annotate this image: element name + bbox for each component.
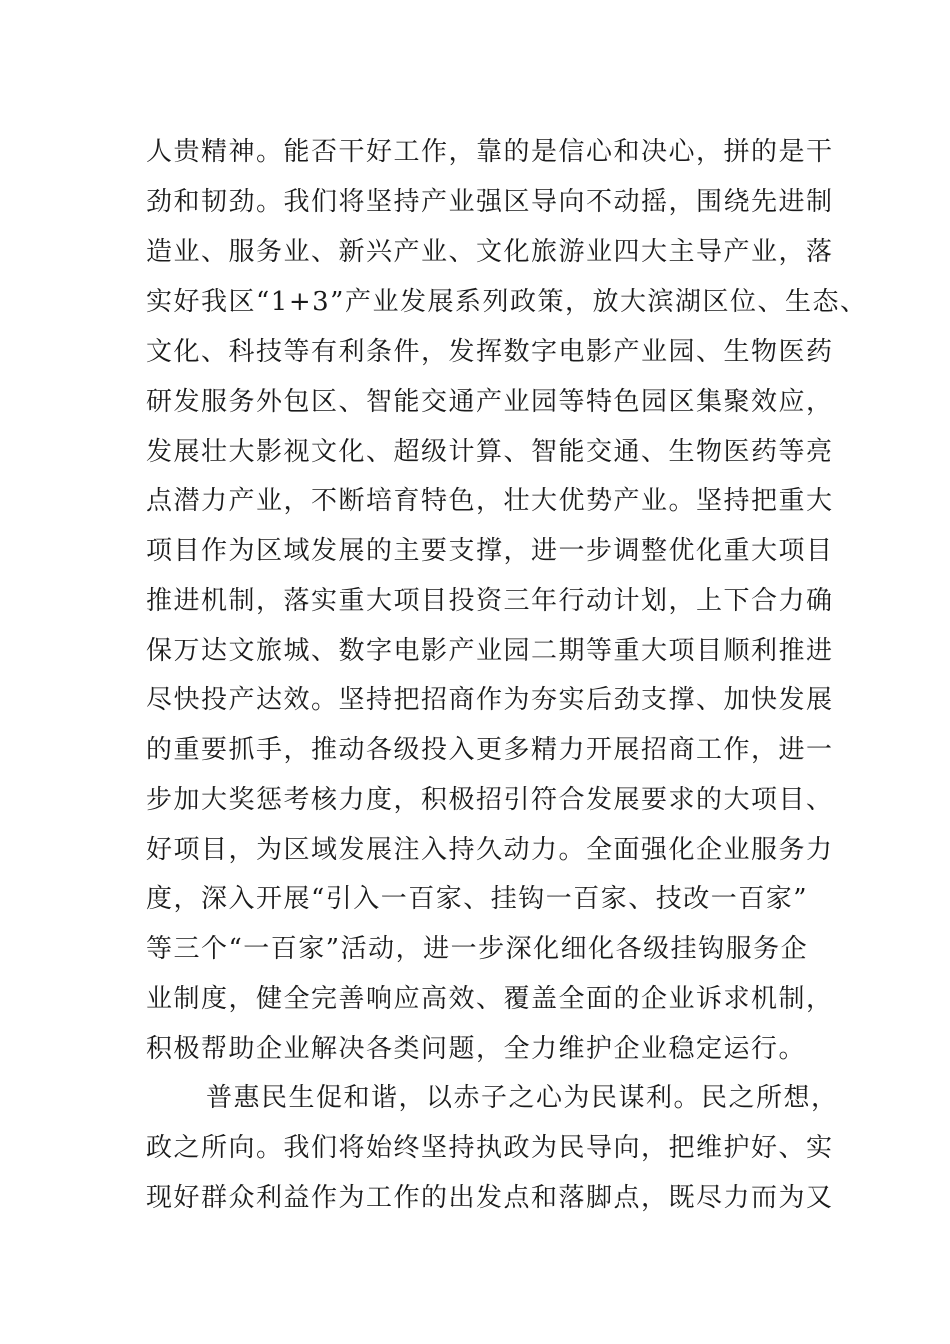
text-line: 人贵精神。能否干好工作，靠的是信心和决心，拼的是干 <box>146 137 834 167</box>
text-line: 造业、服务业、新兴产业、文化旅游业四大主导产业，落 <box>146 237 834 267</box>
text-line: 发展壮大影视文化、超级计算、智能交通、生物医药等亮 <box>146 437 834 467</box>
text-line: 步加大奖惩考核力度，积极招引符合发展要求的大项目、 <box>146 785 834 815</box>
text-line: 积极帮助企业解决各类问题，全力维护企业稳定运行。 <box>146 1034 807 1064</box>
text-line: 度，深入开展“引入一百家、挂钩一百家、技改一百家” <box>146 884 809 914</box>
text-line: 业制度，健全完善响应高效、覆盖全面的企业诉求机制， <box>146 984 834 1014</box>
text-line: 的重要抓手，推动各级投入更多精力开展招商工作，进一 <box>146 735 834 765</box>
text-line: 现好群众利益作为工作的出发点和落脚点，既尽力而为又 <box>146 1183 834 1213</box>
text-line: 文化、科技等有利条件，发挥数字电影产业园、生物医药 <box>146 337 834 367</box>
paragraph-first-line: 普惠民生促和谐，以赤子之心为民谋利。民之所想， <box>206 1083 839 1113</box>
text-line: 点潜力产业，不断培育特色，壮大优势产业。坚持把重大 <box>146 486 834 516</box>
text-line: 劲和韧劲。我们将坚持产业强区导向不动摇，围绕先进制 <box>146 187 834 217</box>
text-line: 推进机制，落实重大项目投资三年行动计划，上下合力确 <box>146 586 834 616</box>
text-line: 政之所向。我们将始终坚持执政为民导向，把维护好、实 <box>146 1133 834 1163</box>
text-line: 等三个“一百家”活动，进一步深化细化各级挂钩服务企 <box>146 934 809 964</box>
text-line: 好项目，为区域发展注入持久动力。全面强化企业服务力 <box>146 835 834 865</box>
text-line: 研发服务外包区、智能交通产业园等特色园区集聚效应， <box>146 387 834 417</box>
text-line: 项目作为区域发展的主要支撑，进一步调整优化重大项目 <box>146 536 834 566</box>
text-line: 尽快投产达效。坚持把招商作为夯实后劲支撑、加快发展 <box>146 685 834 715</box>
text-line: 实好我区“1+3”产业发展系列政策，放大滨湖区位、生态、 <box>146 287 868 317</box>
text-line: 保万达文旅城、数字电影产业园二期等重大项目顺利推进 <box>146 636 834 666</box>
